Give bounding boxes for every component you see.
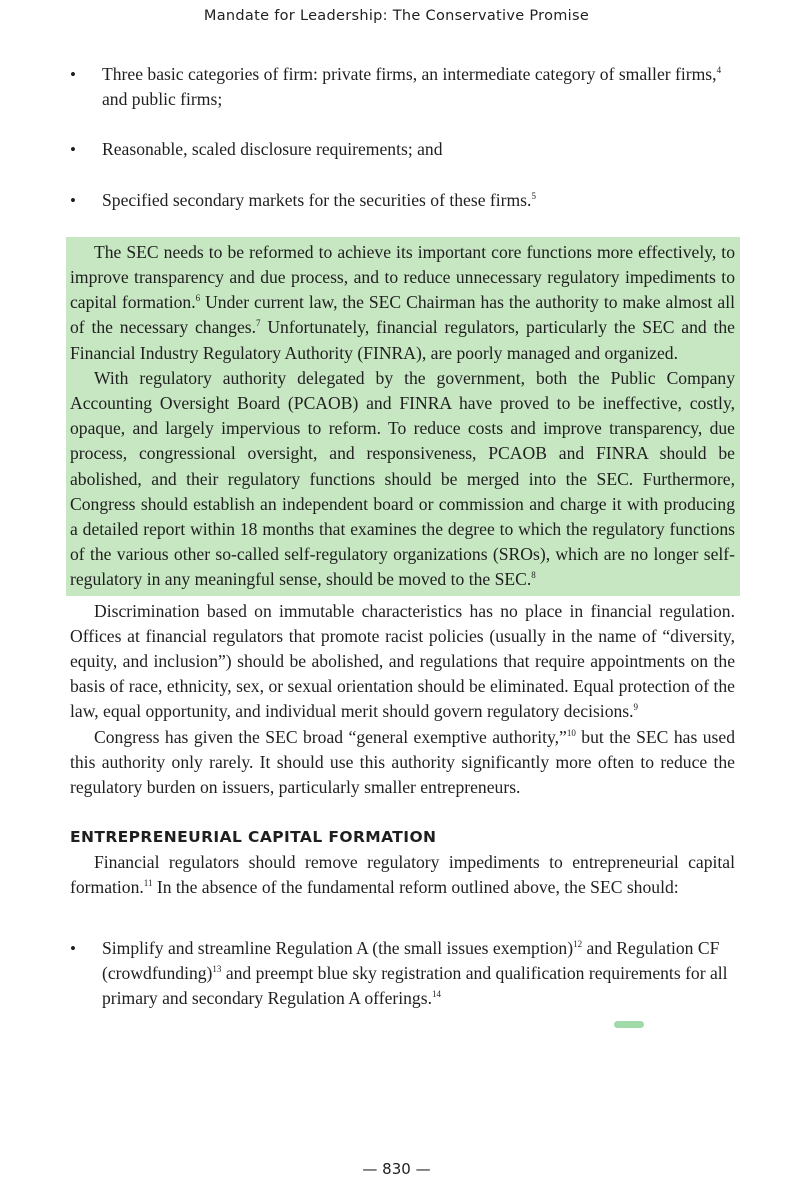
list-item: • Specified secondary markets for the securities of these firms.$^5$: [70, 188, 735, 213]
highlighted-passage: [66, 237, 740, 596]
list-item: • Simplify and streamline Regulation A (the small issues exemption)$^{12}$ and Regulation CF (crowdfunding)$^{13}$ and preempt blue sky registration and qualification requirements for all primary and secondary Regulation A offerings.$^{14}$: [70, 936, 735, 1012]
paragraph: The SEC needs to be reformed to achieve its important core functions more effectively, to improve transparency and due process, and to reduce unnecessary regulatory impediments to capital formation.$^6$ Under current law, the SEC Chairman has the authority to make almost all of the necessary changes.$^7$ Unfortunately, financial regulators, particularly the SEC and the Financial Industry Regulatory Authority (FINRA), are poorly managed and organized.: [70, 241, 735, 363]
paragraph: Congress has given the SEC broad “general exemptive authority,”$^{10}$ but the SEC has used this authority only rarely. It should use this authority significantly more often to reduce the regulatory burden on issuers, particularly smaller entrepreneurs.: [70, 726, 736, 798]
page-number: — 830 —: [362, 1160, 431, 1178]
highlighter-mark: [614, 1021, 644, 1028]
list-item: • Three basic categories of firm: private firms, an intermediate category of smaller firms,$^4$ and public firms;: [70, 62, 735, 112]
page-body: [70, 62, 735, 1011]
running-header: Mandate for Leadership: The Conservative Promise: [203, 8, 590, 24]
section-heading: ENTREPRENEURIAL CAPITAL FORMATION: [70, 828, 437, 847]
paragraph: Financial regulators should remove regulatory impediments to entrepreneurial capital formation.$^{11}$ In the absence of the fundamental reform outlined above, the SEC should:: [70, 852, 735, 898]
paragraph: With regulatory authority delegated by the government, both the Public Company Accounting Oversight Board (PCAOB) and FINRA have proved to be ineffective, costly, opaque, and largely impervious to reform. To reduce costs and improve transparency, due process, congressional oversight, and responsiveness, PCAOB and FINRA should be abolished, and their regulatory functions should be merged into the SEC. Furthermore, Congress should establish an independent board or commission and charge it with producing a detailed report within 18 months that examines the degree to which the regulatory functions of the various other so-called self-regulatory organizations (SROs), which are no longer self-regulatory in any meaningful sense, should be moved to the SEC.$^8$: [70, 367, 735, 590]
paragraph: Discrimination based on immutable characteristics has no place in financial regulation. Offices at financial regulators that promote racist policies (usually in the name of “diversity, equity, and inclusion”) should be abolished, and regulations that require appointments on the basis of race, ethnicity, sex, or sexual orientation should be eliminated. Equal protection of the law, equal opportunity, and individual merit should govern regulatory decisions.$^9$: [70, 600, 735, 722]
list-item: • Reasonable, scaled disclosure requirements; and: [70, 137, 735, 162]
